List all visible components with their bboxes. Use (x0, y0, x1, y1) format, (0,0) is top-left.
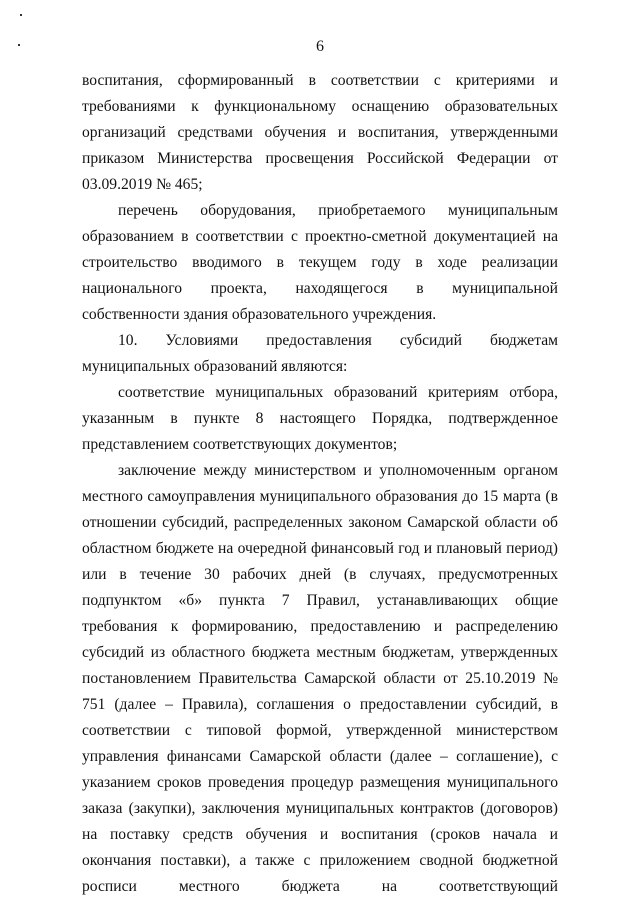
document-body (82, 68, 558, 900)
paragraph-agreement: заключение между министерством и уполномоченным органом местного самоуправления муниципального образования до 15 марта (в отношении субсидий, распределенных законом Самарской области об областном бюджете на очередной финансовый год и плановый период) или в течение 30 рабочих дней (в случаях, предусмотренных подпунктом «б» пункта 7 Правил, устанавливающих общие требования к формированию, предоставлению и распределению субсидий из областного бюджета местным бюджетам, утвержденных постановлением Правительства Самарской области от 25.10.2019 № 751 (далее – Правила), соглашения о предоставлении субсидий, в соответствии с типовой формой, утвержденной министерством управления финансами Самарской области (далее – соглашение), с указанием сроков проведения процедур размещения муниципального заказа (закупки), заключения муниципальных контрактов (договоров) на поставку средств обучения и воспитания (сроков начала и окончания поставки), а также с приложением сводной бюджетной росписи местного бюджета на соответствующий (82, 462, 558, 895)
paragraph-equipment-list: перечень оборудования, приобретаемого муниципальным образованием в соответствии с проектно-сметной документацией на строительство вводимого в текущем году в ходе реализации национального проекта, находящегося в муниципальной собственности здания образовательного учреждения. (82, 202, 558, 323)
paragraph-clause-10: 10. Условиями предоставления субсидий бюджетам муниципальных образований являются: (82, 332, 558, 375)
paragraph-criteria-compliance: соответствие муниципальных образований критериям отбора, указанным в пункте 8 настоящего Порядка, подтвержденное представлением соответствующих документов; (82, 384, 558, 453)
paragraph-continuation: воспитания, сформированный в соответствии с критериями и требованиями к функциональному оснащению образовательных организаций средствами обучения и воспитания, утвержденными приказом Министерства просвещения Российской Федерации от 03.09.2019 № 465; (82, 72, 558, 193)
scan-speck (20, 14, 22, 16)
page-number: 6 (316, 38, 324, 55)
